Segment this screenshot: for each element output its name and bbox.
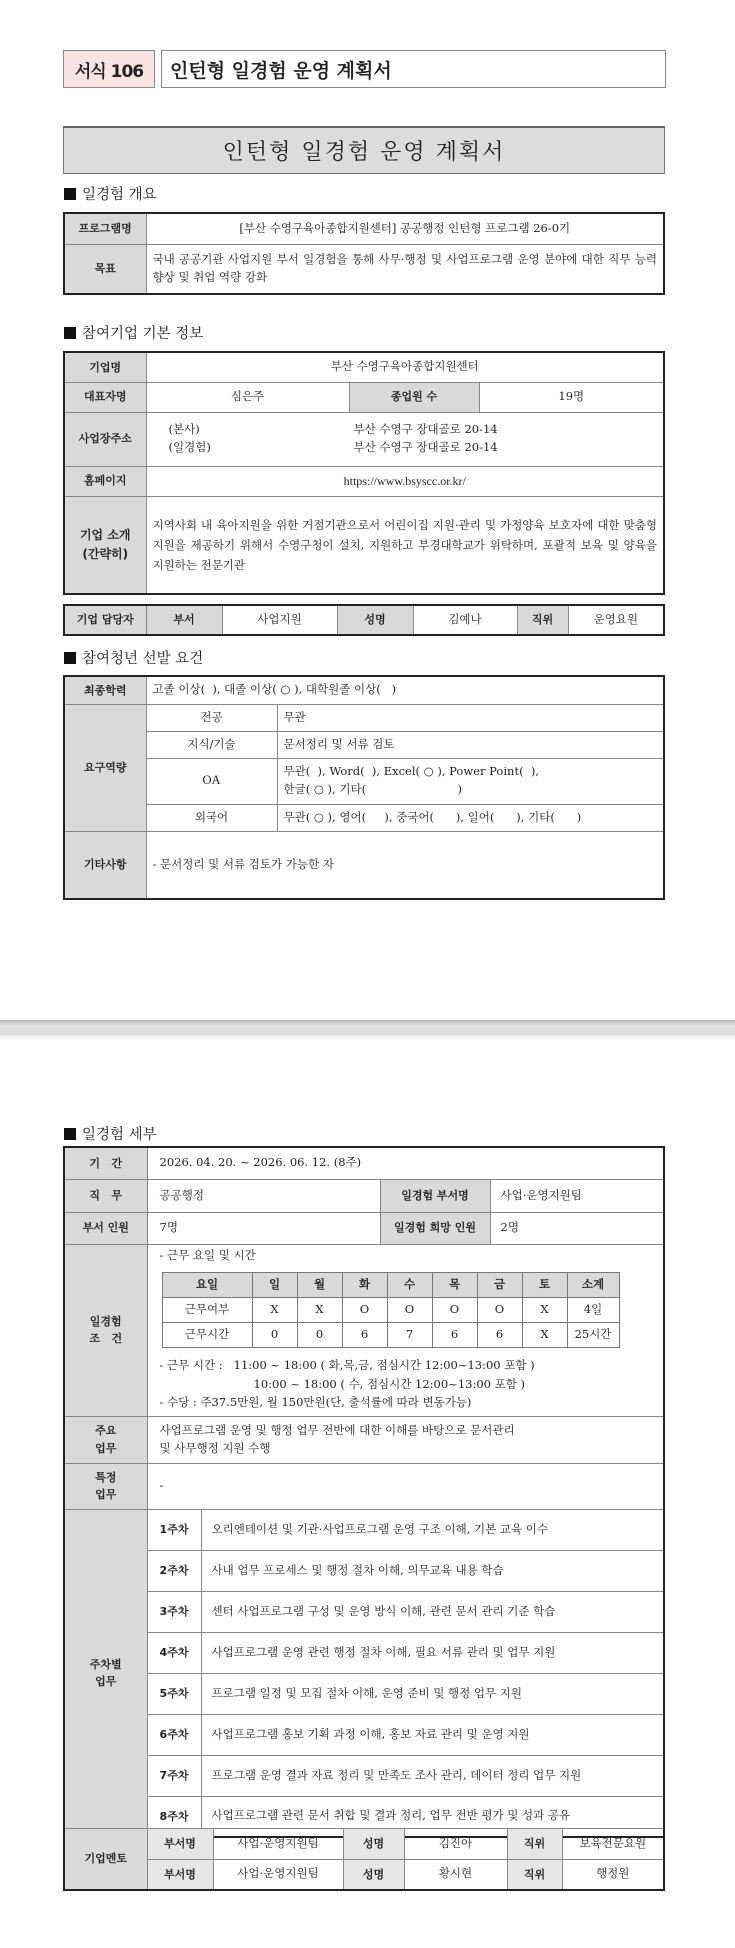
special-task-value: - [147, 1463, 664, 1509]
square-bullet-icon [64, 327, 76, 339]
conditions-value [147, 1244, 664, 1416]
weekly-row [64, 1714, 664, 1755]
form-number-badge: 서식 106 [63, 50, 155, 88]
oa-label: OA [146, 758, 277, 804]
language-label: 외국어 [146, 804, 277, 831]
major-label: 전공 [146, 704, 277, 731]
schedule-table [162, 1272, 620, 1348]
staff-value: 7명 [147, 1212, 380, 1244]
schedule-cell: O [387, 1298, 432, 1323]
schedule-header-cell: 금 [477, 1273, 522, 1298]
company-name-value: 부산 수영구육아종합지원센터 [146, 352, 664, 382]
form-header-title: 인턴형 일경험 운영 계획서 [161, 50, 666, 88]
intro-label: 기업 소개 (간략히) [64, 496, 146, 594]
mentor-position-label: 직위 [507, 1860, 562, 1890]
schedule-header-cell: 요일 [162, 1273, 252, 1298]
wanted-label: 일경험 희망 인원 [380, 1212, 490, 1244]
week-task: 사업프로그램 운영 관련 행정 절차 이해, 필요 서류 관리 및 업무 지원 [201, 1632, 664, 1673]
address-site: 부산 수영구 장대골로 20-14 [353, 440, 498, 454]
contact-name-value: 김예나 [413, 605, 517, 635]
section-company-heading [64, 322, 203, 343]
address-label: 사업장주소 [64, 412, 146, 466]
section-requirements-heading [64, 647, 203, 668]
schedule-header-cell: 목 [432, 1273, 477, 1298]
etc-label: 기타사항 [64, 831, 146, 899]
week-number: 3주차 [147, 1591, 201, 1632]
schedule-cell: 4일 [567, 1298, 619, 1323]
weekly-row [64, 1591, 664, 1632]
schedule-header-cell: 월 [297, 1273, 342, 1298]
schedule-cell: X [522, 1323, 567, 1348]
address-hq: 부산 수영구 장대골로 20-14 [353, 422, 498, 437]
week-task: 사업프로그램 홍보 기획 과정 이해, 홍보 자료 관리 및 운영 지원 [201, 1714, 664, 1755]
dept-value: 사업·운영지원팀 [490, 1179, 664, 1212]
wanted-value: 2명 [490, 1212, 664, 1244]
contact-name-label: 성명 [337, 605, 413, 635]
form-header [63, 50, 666, 88]
schedule-cell: 근무여부 [162, 1298, 252, 1323]
address-hq-tag: (본사) [168, 422, 200, 437]
job-label: 직 무 [64, 1179, 147, 1212]
education-value: 고졸 이상( ), 대졸 이상( ○ ), 대학원졸 이상( ) [146, 676, 664, 704]
program-name-label: 프로그램명 [64, 213, 146, 244]
oa-value: 무관( ), Word( ), Excel( ○ ), Power Point( ), 한글( ○ ), 기타( ) [277, 758, 664, 804]
schedule-cell: 0 [297, 1323, 342, 1348]
schedule-cell: 6 [477, 1323, 522, 1348]
period-label: 기 간 [64, 1147, 147, 1179]
section-label: 일경험 개요 [82, 187, 157, 203]
schedule-cell: X [297, 1298, 342, 1323]
mentor-row [64, 1829, 664, 1860]
homepage-link[interactable]: https://www.bsyscc.or.kr/ [146, 466, 664, 496]
language-value: 무관( ○ ), 영어( ), 중국어( ), 일어( ), 기타( ) [277, 804, 664, 831]
mentor-position: 보육전문요원 [562, 1829, 664, 1860]
weekly-row [64, 1550, 664, 1591]
schedule-row-hours [162, 1323, 619, 1348]
weekly-row [64, 1673, 664, 1714]
work-hours-line-1: - 근무 시간 : 11:00 ~ 18:00 ( 화,목,금, 점심시간 12:00~13:00 포함 ) [159, 1358, 535, 1373]
main-task-label: 주요 업무 [64, 1416, 147, 1463]
staff-label: 부서 인원 [64, 1212, 147, 1244]
mentor-name-label: 성명 [343, 1860, 404, 1890]
page-2 [0, 1040, 735, 1948]
week-task: 프로그램 운영 결과 자료 정리 및 만족도 조사 관리, 데이터 정리 업무 지원 [201, 1755, 664, 1796]
requirements-table [63, 675, 665, 900]
section-details-heading [64, 1123, 157, 1144]
intro-value: 지역사회 내 육아지원을 위한 거점기관으로서 어린이집 지원·관리 및 가정양육 보호자에 대한 맞춤형 지원을 제공하기 위해서 수영구청이 설치, 지원하고 부경대학교가 위탁하며, 포괄적 보육 및 양육을 지원하는 전문기관 [146, 496, 664, 594]
schedule-cell: 근무시간 [162, 1323, 252, 1348]
competency-label: 요구역량 [64, 704, 146, 831]
week-task: 센터 사업프로그램 구성 및 운영 방식 이해, 관련 문서 관리 기준 학습 [201, 1591, 664, 1632]
mentor-dept-label: 부서명 [147, 1860, 213, 1890]
schedule-header-cell: 수 [387, 1273, 432, 1298]
special-task-label: 특정 업무 [64, 1463, 147, 1509]
employees-value: 19명 [479, 382, 664, 412]
schedule-cell: 0 [252, 1323, 297, 1348]
contact-label: 기업 담당자 [64, 605, 146, 635]
address-site-tag: (일경험) [168, 440, 211, 454]
week-number: 8주차 [147, 1796, 201, 1837]
schedule-header-cell: 일 [252, 1273, 297, 1298]
work-hours-line-2: 10:00 ~ 18:00 ( 수, 점심시간 12:00~13:00 포함 ) [253, 1376, 525, 1391]
weekly-row [64, 1755, 664, 1796]
conditions-label: 일경험 조 건 [64, 1244, 147, 1416]
contact-table [63, 604, 665, 636]
contact-position-value: 운영요원 [568, 605, 664, 635]
weekly-row [64, 1509, 664, 1550]
program-name-value: [부산 수영구육아종합지원센터] 공공행정 인턴형 프로그램 26-0기 [146, 213, 664, 244]
mentor-dept: 사업·운영지원팀 [213, 1860, 343, 1890]
homepage-label: 홈페이지 [64, 466, 146, 496]
schedule-cell: O [432, 1298, 477, 1323]
schedule-cell: 25시간 [567, 1323, 619, 1348]
section-label: 참여청년 선발 요건 [82, 651, 204, 667]
week-number: 1주차 [147, 1509, 201, 1550]
company-name-label: 기업명 [64, 352, 146, 382]
skill-value: 문서정리 및 서류 검토 [277, 731, 664, 758]
week-number: 7주차 [147, 1755, 201, 1796]
ceo-value: 심은주 [146, 382, 349, 412]
major-value: 무관 [277, 704, 664, 731]
week-number: 4주차 [147, 1632, 201, 1673]
goal-value: 국내 공공기관 사업지원 부서 일경험을 통해 사무·행정 및 사업프로그램 운영 분야에 대한 직무 능력 향상 및 취업 역량 강화 [146, 244, 664, 294]
square-bullet-icon [64, 652, 76, 664]
pay-line: - 수당 : 주37.5만원, 월 150만원(단, 출석률에 따라 변동가능) [159, 1395, 472, 1410]
mentor-name-label: 성명 [343, 1829, 404, 1860]
schedule-header-cell: 토 [522, 1273, 567, 1298]
document-title: 인턴형 일경험 운영 계획서 [63, 126, 665, 174]
week-task: 사업프로그램 관련 문서 취합 및 결과 정리, 업무 전반 평가 및 성과 공유 [201, 1796, 664, 1837]
mentor-position: 행정원 [562, 1860, 664, 1890]
mentor-position-label: 직위 [507, 1829, 562, 1860]
weekly-row [64, 1632, 664, 1673]
schedule-header-cell: 화 [342, 1273, 387, 1298]
schedule-cell: 7 [387, 1323, 432, 1348]
schedule-title: - 근무 요일 및 시간 [159, 1247, 256, 1262]
schedule-cell: 6 [432, 1323, 477, 1348]
period-value: 2026. 04. 20. ~ 2026. 06. 12. (8주) [147, 1147, 664, 1179]
schedule-cell: 6 [342, 1323, 387, 1348]
schedule-row-workdays [162, 1298, 619, 1323]
contact-dept-value: 사업지원 [222, 605, 337, 635]
mentor-name: 황시현 [404, 1860, 507, 1890]
main-task-value: 사업프로그램 운영 및 행정 업무 전반에 대한 이해를 바탕으로 문서관리 및 사무행정 지원 수행 [147, 1416, 664, 1463]
square-bullet-icon [64, 188, 76, 200]
schedule-cell: X [252, 1298, 297, 1323]
mentor-label: 기업멘토 [64, 1829, 147, 1890]
skill-label: 지식/기술 [146, 731, 277, 758]
week-task: 사내 업무 프로세스 및 행정 절차 이해, 의무교육 내용 학습 [201, 1550, 664, 1591]
mentor-table [63, 1828, 665, 1891]
mentor-dept-label: 부서명 [147, 1829, 213, 1860]
etc-value: - 문서정리 및 서류 검토가 가능한 자 [146, 831, 664, 899]
mentor-name: 김진아 [404, 1829, 507, 1860]
overview-table [63, 212, 665, 295]
section-label: 일경험 세부 [82, 1127, 157, 1143]
schedule-cell: O [477, 1298, 522, 1323]
weekly-tasks-label: 주차별 업무 [64, 1509, 147, 1837]
employees-label: 종업원 수 [349, 382, 479, 412]
education-label: 최종학력 [64, 676, 146, 704]
goal-label: 목표 [64, 244, 146, 294]
square-bullet-icon [64, 1128, 76, 1140]
schedule-header-cell: 소계 [567, 1273, 619, 1298]
page-break [0, 1020, 735, 1040]
contact-dept-label: 부서 [146, 605, 222, 635]
week-number: 6주차 [147, 1714, 201, 1755]
contact-position-label: 직위 [517, 605, 568, 635]
mentor-dept: 사업·운영지원팀 [213, 1829, 343, 1860]
job-value: 공공행정 [147, 1179, 380, 1212]
ceo-label: 대표자명 [64, 382, 146, 412]
week-number: 2주차 [147, 1550, 201, 1591]
company-table [63, 351, 665, 595]
mentor-row [64, 1860, 664, 1890]
week-number: 5주차 [147, 1673, 201, 1714]
section-overview-heading [64, 183, 157, 204]
dept-label: 일경험 부서명 [380, 1179, 490, 1212]
schedule-cell: O [342, 1298, 387, 1323]
schedule-cell: X [522, 1298, 567, 1323]
week-task: 오리엔테이션 및 기관·사업프로그램 운영 구조 이해, 기본 교육 이수 [201, 1509, 664, 1550]
details-table [63, 1146, 665, 1838]
section-label: 참여기업 기본 정보 [82, 326, 204, 342]
week-task: 프로그램 일정 및 모집 절차 이해, 운영 준비 및 행정 업무 지원 [201, 1673, 664, 1714]
address-value [146, 412, 664, 466]
